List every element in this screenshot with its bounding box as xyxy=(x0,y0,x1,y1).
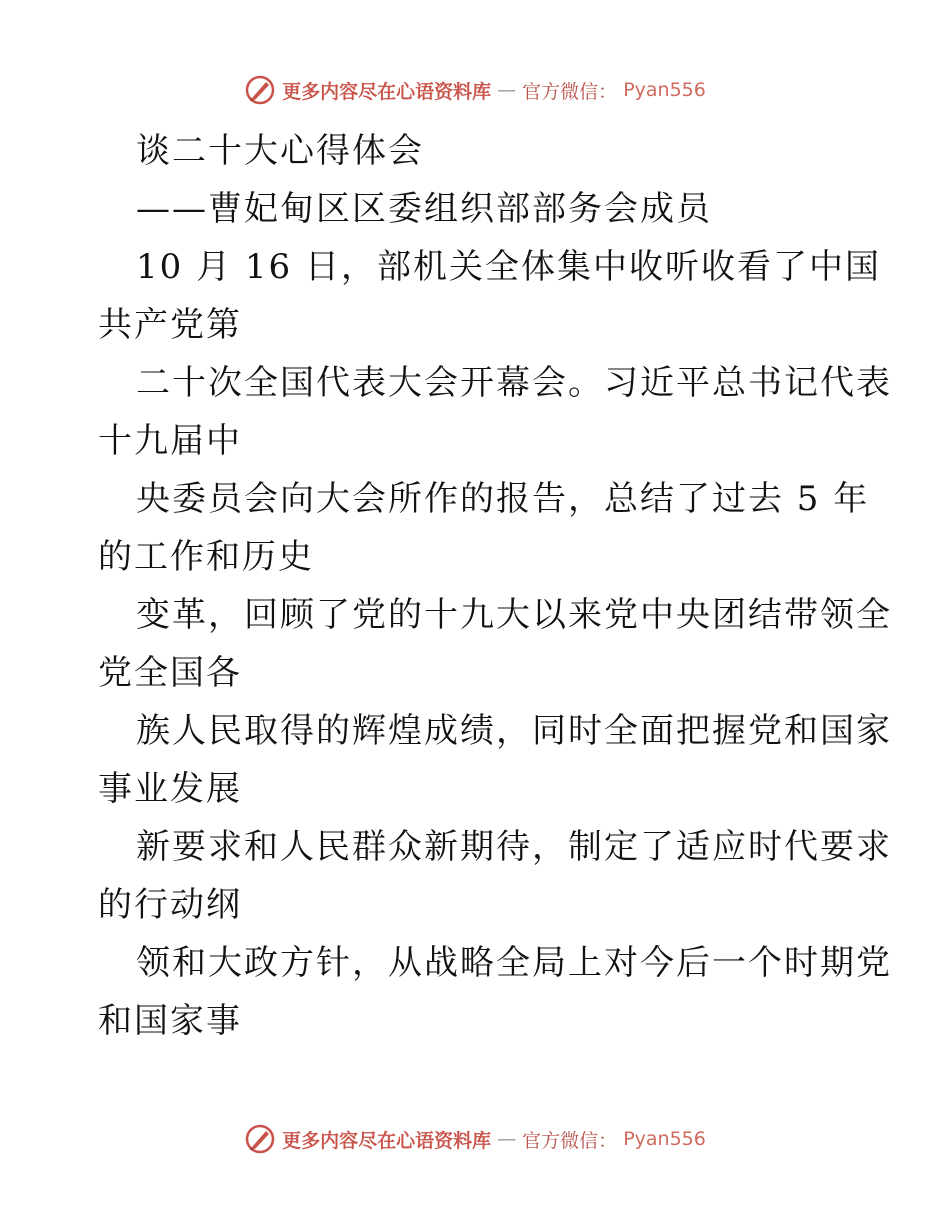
banner-separator: — xyxy=(497,1128,517,1150)
logo-icon xyxy=(244,1123,276,1155)
header-banner xyxy=(0,70,950,110)
doc-line: 的工作和历史 xyxy=(98,537,314,577)
banner-brand: 更多内容尽在心语资料库 xyxy=(282,1129,492,1152)
doc-line: 变革，回顾了党的十九大以来党中央团结带领全 xyxy=(136,595,892,635)
doc-line: 和国家事 xyxy=(98,1001,242,1041)
doc-author: ——曹妃甸区区委组织部部务会成员 xyxy=(136,189,712,229)
doc-line: 央委员会向大会所作的报告，总结了过去 5 年 xyxy=(136,479,870,519)
banner-contact-id: Pyan556 xyxy=(623,1128,706,1150)
doc-line: 新要求和人民群众新期待，制定了适应时代要求 xyxy=(136,827,892,867)
doc-line: 领和大政方针，从战略全局上对今后一个时期党 xyxy=(136,943,892,983)
banner-separator: — xyxy=(497,79,517,101)
doc-line: 二十次全国代表大会开幕会。习近平总书记代表 xyxy=(136,363,892,403)
banner-contact-id: Pyan556 xyxy=(623,79,706,101)
banner-brand: 更多内容尽在心语资料库 xyxy=(282,80,492,103)
doc-line: 10 月 16 日，部机关全体集中收听收看了中国 xyxy=(136,247,881,287)
doc-line: 事业发展 xyxy=(98,769,242,809)
footer-banner xyxy=(0,1119,950,1159)
banner-contact-label: 官方微信： xyxy=(522,1129,618,1152)
doc-line: 族人民取得的辉煌成绩，同时全面把握党和国家 xyxy=(136,711,892,751)
doc-line: 十九届中 xyxy=(98,421,242,461)
doc-line: 的行动纲 xyxy=(98,885,242,925)
doc-title: 谈二十大心得体会 xyxy=(136,131,424,171)
banner-contact-label: 官方微信： xyxy=(522,80,618,103)
logo-icon xyxy=(244,74,276,106)
doc-line: 共产党第 xyxy=(98,305,242,345)
document-body xyxy=(98,122,892,1050)
doc-line: 党全国各 xyxy=(98,653,242,693)
